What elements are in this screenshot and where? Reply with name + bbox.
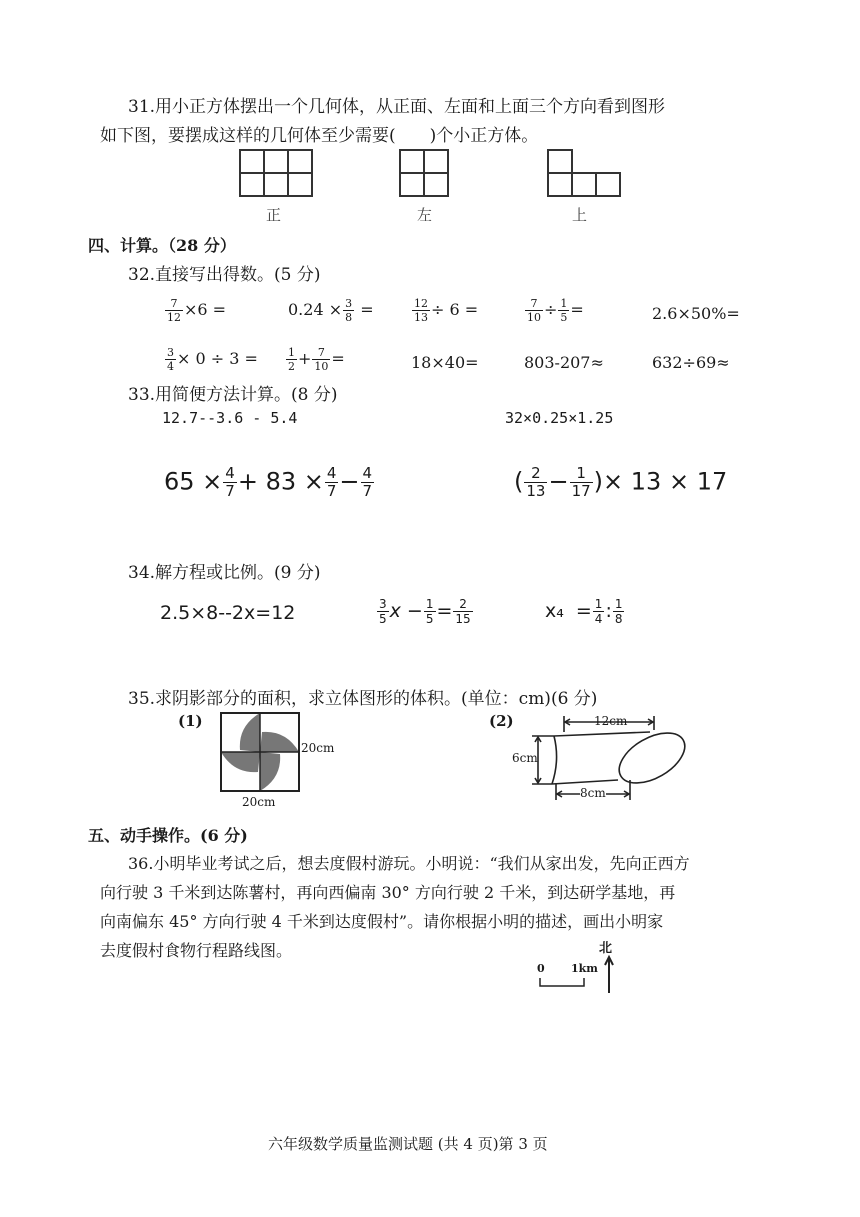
q33-expr-3: 65 × $\frac{4}{7}$ + 83 × $\frac{4}{7}$ − $\frac{4}{7}$ xyxy=(164,464,373,500)
q34-eq-1: 2.5×8--2x=12 xyxy=(160,602,296,624)
page-footer: 六年级数学质量监测试题 (共 4 页)第 3 页 xyxy=(268,1135,548,1153)
q32-r2-b: $\frac{1}{2}$ + $\frac{7}{10}$ = xyxy=(288,346,345,373)
scale-zero-label: 0 xyxy=(537,962,545,975)
north-arrow-icon xyxy=(602,955,616,995)
fig1-shaded-square xyxy=(220,712,300,792)
q32-r2-a: $\frac{3}{4}$ × 0 ÷ 3 = xyxy=(167,346,258,373)
left-view-label: 左 xyxy=(417,206,433,224)
q36-line3: 向南偏东 45° 方向行驶 4 千米到达度假村”。请你根据小明的描述，画出小明家 xyxy=(100,912,664,931)
q32-r1-a: $\frac{7}{12}$ ×6 = xyxy=(167,297,227,324)
q36-line4: 去度假村食物行程路线图。 xyxy=(100,941,293,960)
q32-r2-d: 803-207≈ xyxy=(524,353,604,372)
q33-expr-4: ( $\frac{2}{13}$ − $\frac{1}{17}$ )× 13 × 17 xyxy=(514,464,728,500)
scale-km-label: 1km xyxy=(571,962,598,975)
q35-title: 35.求阴影部分的面积，求立体图形的体积。(单位：cm)(6 分) xyxy=(128,689,598,709)
top-view-label: 上 xyxy=(572,206,588,224)
fig1-label: (1) xyxy=(178,712,203,730)
fig1-side-length: 20cm xyxy=(301,741,335,755)
q34-eq-2: $\frac{3}{5}$ x − $\frac{1}{5}$ = $\frac{2}{15}$ xyxy=(379,597,471,626)
top-view xyxy=(548,150,620,196)
q32-title: 32.直接写出得数。(5 分) xyxy=(128,265,321,285)
fig2-bottom-length: 8cm xyxy=(580,786,606,800)
q33-expr-1: 12.7--3.6 - 5.4 xyxy=(162,409,298,427)
q32-r1-b: 0.24 × $\frac{3}{8}$ = xyxy=(288,297,374,324)
q32-r1-d: $\frac{7}{10}$ ÷ $\frac{1}{5}$ = xyxy=(527,297,584,324)
north-label: 北 xyxy=(599,941,613,956)
q32-r1-e: 2.6×50%= xyxy=(652,304,740,323)
front-view xyxy=(240,150,312,196)
q34-eq-3: x₄ = $\frac{1}{4}$ : $\frac{1}{8}$ xyxy=(545,597,623,626)
q32-r2-c: 18×40= xyxy=(411,353,479,372)
section-4-title: 四、计算。（28 分） xyxy=(88,236,236,255)
q31-line1: 31.用小正方体摆出一个几何体，从正面、左面和上面三个方向看到图形 xyxy=(128,97,666,117)
q32-r1-c: $\frac{12}{13}$ ÷ 6 = xyxy=(414,297,479,324)
section-5-title: 五、动手操作。(6 分) xyxy=(88,826,248,845)
q31-line2: 如下图，要摆成这样的几何体至少需要( )个小正方体。 xyxy=(100,126,539,146)
fig2-label: (2) xyxy=(489,712,514,730)
left-view xyxy=(400,150,448,196)
fig1-bottom-length: 20cm xyxy=(242,795,276,809)
q36-line2: 向行驶 3 千米到达陈薯村，再向西偏南 30° 方向行驶 2 千米，到达研学基地，再 xyxy=(100,883,676,902)
q34-title: 34.解方程或比例。(9 分) xyxy=(128,563,321,583)
q33-expr-2: 32×0.25×1.25 xyxy=(505,409,614,427)
q32-r2-e: 632÷69≈ xyxy=(652,353,730,372)
fig2-height: 6cm xyxy=(512,751,538,765)
q36-line1: 36.小明毕业考试之后，想去度假村游玩。小明说：“我们从家出发，先向正西方 xyxy=(128,854,690,873)
front-view-label: 正 xyxy=(266,206,282,224)
scale-bar xyxy=(538,976,590,990)
q33-title: 33.用简便方法计算。(8 分) xyxy=(128,385,338,405)
fig2-top-length: 12cm xyxy=(594,714,628,728)
